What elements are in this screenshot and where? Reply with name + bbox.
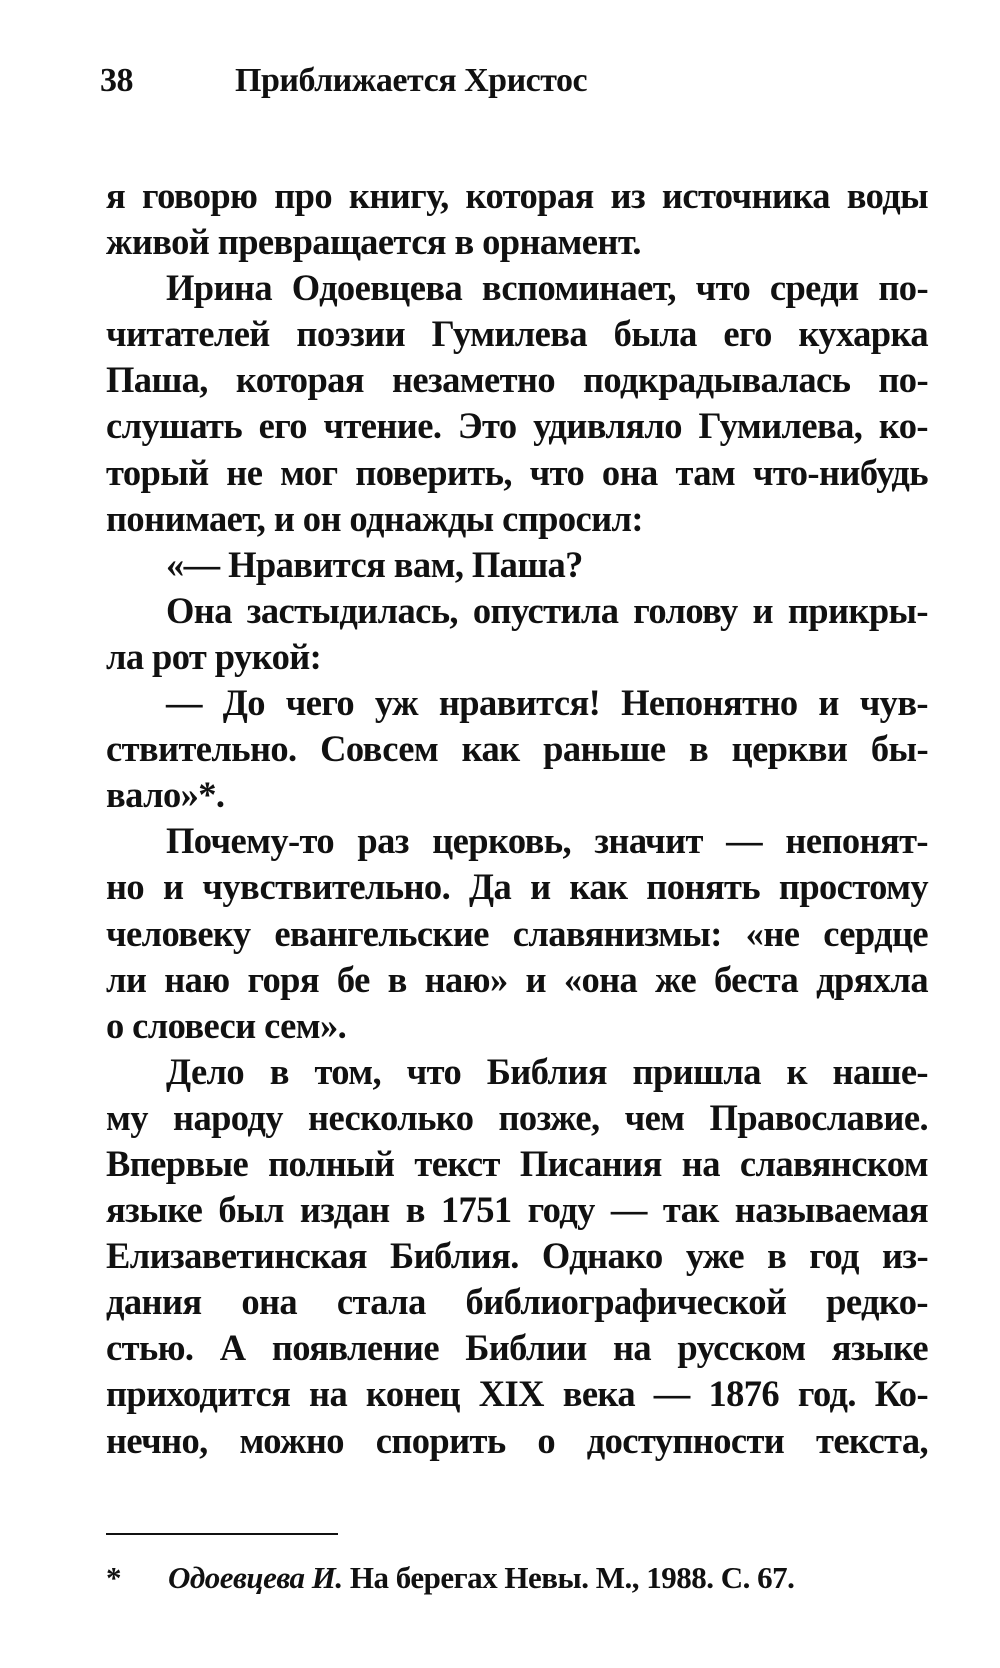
- text-line: Впервые полный текст Писания на славянском: [106, 1142, 928, 1184]
- text-line: читателей поэзии Гумилева была его кухарка: [106, 313, 928, 355]
- footnote-rule: [106, 1533, 338, 1535]
- text-line: понимает, и он однажды спросил:: [106, 497, 643, 539]
- footnote-citation: На берегах Невы. М., 1988. С. 67.: [342, 1560, 795, 1595]
- text-line: стью. А появление Библии на русском языке: [106, 1327, 928, 1369]
- text-line: человеку евангельские славянизмы: «не сердце: [106, 912, 928, 954]
- page-number: 38: [100, 62, 133, 99]
- text-line: живой превращается в орнамент.: [106, 221, 641, 263]
- text-line: Елизаветинская Библия. Однако уже в год из-: [106, 1235, 928, 1277]
- footnote: [106, 1560, 794, 1596]
- text-line: о словеси сем».: [106, 1004, 347, 1046]
- text-line: я говорю про книгу, которая из источника воды: [106, 175, 928, 216]
- text-line: Паша, которая незаметно подкрадывалась по-: [106, 359, 928, 401]
- text-line: нечно, можно спорить о доступности текста,: [106, 1419, 928, 1461]
- text-line: языке был издан в 1751 году — так называемая: [106, 1189, 928, 1231]
- footnote-author: Одоевцева И.: [168, 1560, 343, 1595]
- running-title: Приближается Христос: [235, 62, 588, 99]
- text-line: дания она стала библиографической редко-: [106, 1281, 928, 1323]
- footnote-mark: *: [106, 1560, 121, 1595]
- text-line: му народу несколько позже, чем Православие.: [106, 1096, 928, 1138]
- text-line: Она застыдилась, опустила голову и прикры-: [166, 589, 928, 631]
- body-text: [106, 173, 928, 1464]
- text-line: вало»*.: [106, 774, 225, 816]
- running-head: [100, 62, 587, 100]
- text-line: Дело в том, что Библия пришла к наше-: [166, 1050, 928, 1092]
- text-line: ли наю горя бе в наю» и «она же беста дряхла: [106, 958, 928, 1000]
- text-line: ствительно. Совсем как раньше в церкви бы-: [106, 728, 928, 770]
- text-line: приходится на конец XIX века — 1876 год. Ко-: [106, 1373, 928, 1415]
- text-line: но и чувствительно. Да и как понять простому: [106, 866, 928, 908]
- text-line: ла рот рукой:: [106, 635, 322, 677]
- text-line: «— Нравится вам, Паша?: [166, 543, 583, 585]
- text-line: — До чего уж нравится! Непонятно и чув-: [166, 682, 928, 724]
- text-line: Ирина Одоевцева вспоминает, что среди по-: [166, 267, 928, 309]
- text-line: торый не мог поверить, что она там что-нибудь: [106, 451, 928, 493]
- text-line: Почему-то раз церковь, значит — непонят-: [166, 820, 928, 862]
- text-line: слушать его чтение. Это удивляло Гумилева, ко-: [106, 405, 928, 447]
